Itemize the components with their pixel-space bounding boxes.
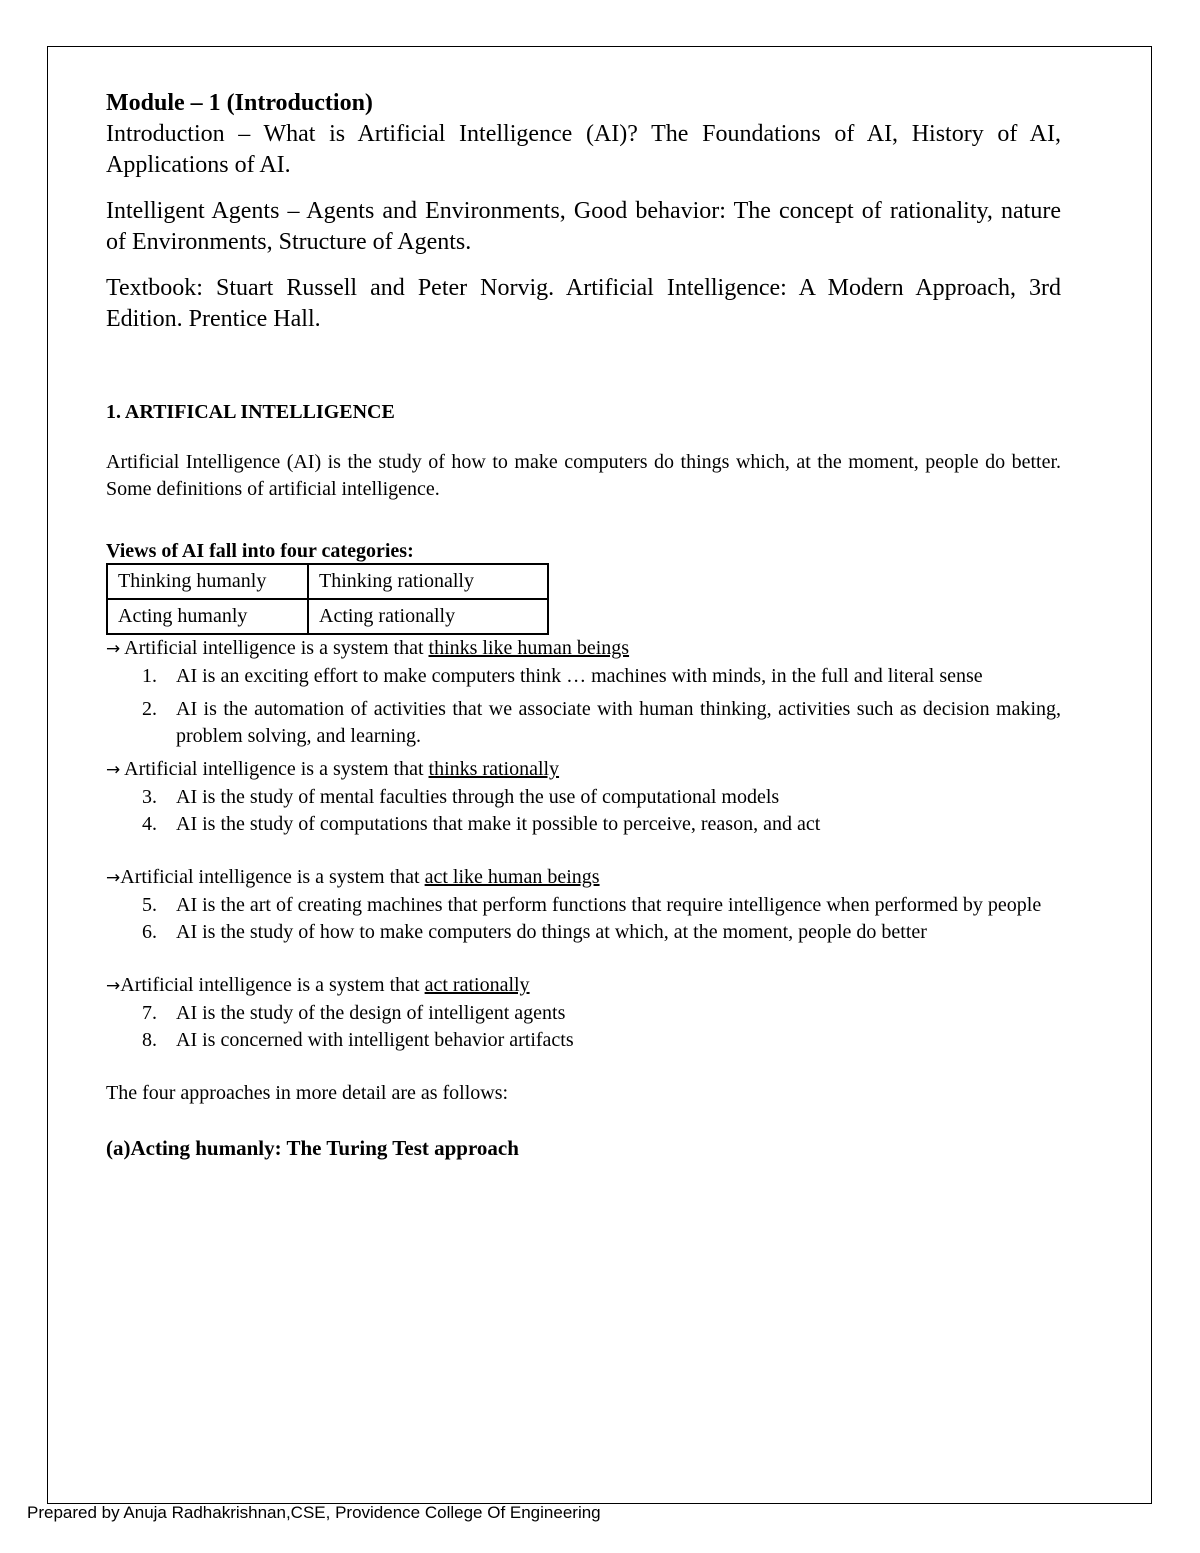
group-underlined: thinks rationally bbox=[428, 758, 560, 780]
table-cell: Acting humanly bbox=[107, 599, 308, 634]
definition-list bbox=[106, 892, 1061, 946]
section-heading: 1. ARTIFICAL INTELLIGENCE bbox=[106, 401, 395, 423]
table-cell: Acting rationally bbox=[308, 599, 548, 634]
list-number: 2. bbox=[142, 698, 157, 720]
list-item bbox=[106, 784, 1061, 811]
list-item bbox=[106, 663, 1061, 690]
module-agents: Intelligent Agents – Agents and Environments, Good behavior: The concept of rationality, nature of Environments, Structure of Agents. bbox=[106, 198, 1061, 255]
arrow-icon: → bbox=[106, 976, 121, 996]
list-text: AI is the study of computations that make it possible to perceive, reason, and act bbox=[176, 813, 821, 835]
list-text: AI is the automation of activities that we associate with human thinking, activities such as decision making, problem solving, and learning. bbox=[176, 698, 1061, 747]
list-number: 7. bbox=[142, 1002, 157, 1024]
list-number: 3. bbox=[142, 786, 157, 808]
list-item bbox=[106, 811, 1061, 838]
document-body bbox=[106, 88, 1061, 1162]
group-underlined: act rationally bbox=[424, 974, 530, 996]
approach-heading: (a)Acting humanly: The Turing Test approach bbox=[106, 1136, 519, 1160]
table-cell: Thinking humanly bbox=[107, 564, 308, 599]
list-number: 1. bbox=[142, 665, 157, 687]
group-underlined: act like human beings bbox=[424, 866, 600, 888]
group-prefix: Artificial intelligence is a system that bbox=[120, 637, 429, 659]
table-row bbox=[107, 564, 548, 599]
group-prefix: Artificial intelligence is a system that bbox=[120, 758, 429, 780]
group-heading bbox=[106, 635, 1061, 663]
approaches-intro: The four approaches in more detail are as follows: bbox=[106, 1082, 509, 1104]
list-item bbox=[106, 919, 1061, 946]
list-item bbox=[106, 696, 1061, 750]
arrow-icon: → bbox=[106, 639, 121, 659]
module-title: Module – 1 (Introduction) bbox=[106, 90, 373, 116]
module-textbook: Textbook: Stuart Russell and Peter Norvig. Artificial Intelligence: A Modern Approach, 3rd Edition. Prentice Hall. bbox=[106, 275, 1061, 332]
module-intro: Introduction – What is Artificial Intelligence (AI)? The Foundations of AI, History of AI, Applications of AI. bbox=[106, 121, 1061, 178]
list-text: AI is the study of mental faculties through the use of computational models bbox=[176, 786, 780, 808]
list-item bbox=[106, 1027, 1061, 1054]
list-text: AI is the study of how to make computers do things at which, at the moment, people do better bbox=[176, 921, 927, 943]
section-intro: Artificial Intelligence (AI) is the study of how to make computers do things which, at the moment, people do better. Some definitions of artificial intelligence. bbox=[106, 451, 1061, 500]
table-cell: Thinking rationally bbox=[308, 564, 548, 599]
categories-table bbox=[106, 563, 549, 635]
views-heading: Views of AI fall into four categories: bbox=[106, 540, 414, 562]
list-text: AI is an exciting effort to make computers think … machines with minds, in the full and literal sense bbox=[176, 665, 983, 687]
definition-list bbox=[106, 784, 1061, 838]
group-heading bbox=[106, 972, 1061, 1000]
list-number: 4. bbox=[142, 813, 157, 835]
list-item bbox=[106, 892, 1061, 919]
group-prefix: Artificial intelligence is a system that bbox=[120, 974, 425, 996]
list-text: AI is the art of creating machines that perform functions that require intelligence when performed by people bbox=[176, 894, 1042, 916]
list-number: 5. bbox=[142, 894, 157, 916]
group-underlined: thinks like human beings bbox=[428, 637, 630, 659]
page-footer: Prepared by Anuja Radhakrishnan,CSE, Providence College Of Engineering bbox=[27, 1503, 601, 1522]
definition-list bbox=[106, 663, 1061, 750]
list-item bbox=[106, 1000, 1061, 1027]
list-number: 8. bbox=[142, 1029, 157, 1051]
list-text: AI is the study of the design of intelligent agents bbox=[176, 1002, 566, 1024]
group-heading bbox=[106, 864, 1061, 892]
table-row bbox=[107, 599, 548, 634]
group-heading bbox=[106, 756, 1061, 784]
list-text: AI is concerned with intelligent behavior artifacts bbox=[176, 1029, 574, 1051]
arrow-icon: → bbox=[106, 868, 121, 888]
list-number: 6. bbox=[142, 921, 157, 943]
group-prefix: Artificial intelligence is a system that bbox=[120, 866, 425, 888]
arrow-icon: → bbox=[106, 760, 121, 780]
definition-list bbox=[106, 1000, 1061, 1054]
